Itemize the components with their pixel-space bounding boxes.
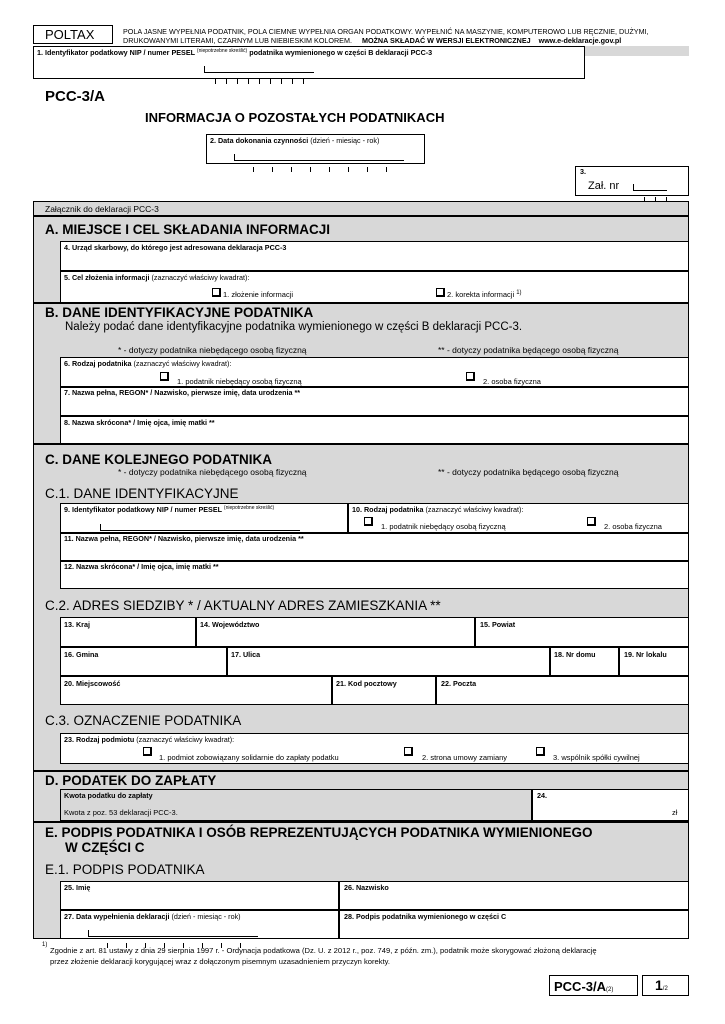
sectionD-label: Kwota podatku do zapłaty <box>64 791 153 800</box>
form-title: INFORMACJA O POZOSTAŁYCH PODATNIKACH <box>145 110 445 125</box>
field24-unit: zł <box>672 808 678 817</box>
field21-label: 21. Kod pocztowy <box>336 679 397 688</box>
field23-option3-checkbox[interactable] <box>536 747 545 756</box>
sectionC-note-right: ** - dotyczy podatnika będącego osobą fizyczną <box>438 467 619 477</box>
field9-label <box>64 506 274 514</box>
sectionB-note-left: * - dotyczy podatnika niebędącego osobą fizyczną <box>118 345 307 355</box>
field3-label: Zał. nr <box>588 180 620 192</box>
field23-option2-label: 2. strona umowy zamiany <box>422 753 508 762</box>
c3-title: C.3. OZNACZENIE PODATNIKA <box>45 713 242 728</box>
field4-label: 4. Urząd skarbowy, do którego jest adresowana deklaracja PCC-3 <box>64 243 287 252</box>
field1-label-b: podatnika wymienionego w części B deklaracji PCC-3 <box>249 48 433 57</box>
field23-option2-checkbox[interactable] <box>404 747 413 756</box>
field5-option1-checkbox[interactable] <box>212 288 221 297</box>
sectionB-title: B. DANE IDENTYFIKACYJNE PODATNIKA <box>45 305 314 320</box>
footer-code-text: PCC-3/A <box>554 979 607 994</box>
field23-label-text: 23. Rodzaj podmiotu <box>64 735 135 744</box>
field5-option2-checkbox[interactable] <box>436 288 445 297</box>
field6-option1-label: 1. podatnik niebędący osobą fizyczną <box>177 377 302 386</box>
footnote-marker: 1) <box>42 942 48 948</box>
field10-option2-label: 2. osoba fizyczna <box>604 522 662 531</box>
field5-label <box>64 274 249 282</box>
form-code: PCC-3/A <box>45 88 106 105</box>
field5-label-text: 5. Cel złożenia informacji <box>64 273 150 282</box>
sectionD-title: D. PODATEK DO ZAPŁATY <box>45 773 217 788</box>
field23-hint: (zaznaczyć właściwy kwadrat): <box>136 735 235 744</box>
footer-page-total: /2 <box>662 986 668 992</box>
field27-label <box>64 913 241 921</box>
field26-box[interactable] <box>339 881 689 910</box>
sectionE-title-line1: E. PODPIS PODATNIKA I OSÓB REPREZENTUJĄCYCH PODATNIKA WYMIENIONEGO <box>45 825 593 840</box>
field24-box[interactable] <box>532 789 689 821</box>
field9-digit-guide <box>100 524 300 531</box>
field25-box[interactable] <box>60 881 339 910</box>
field3-digit-guide <box>633 184 667 191</box>
field8-label: 8. Nazwa skrócona* / Imię ojca, imię matki ** <box>64 418 215 427</box>
field5-hint: (zaznaczyć właściwy kwadrat): <box>151 273 250 282</box>
field6-label-text: 6. Rodzaj podatnika <box>64 359 132 368</box>
sectionC-title: C. DANE KOLEJNEGO PODATNIKA <box>45 452 273 467</box>
sectionB-instruction: Należy podać dane identyfikacyjne podatnika wymienionego w części B deklaracji PCC-3. <box>65 321 523 333</box>
field1-digit-guide <box>204 66 314 73</box>
field23-option3-label: 3. wspólnik spółki cywilnej <box>553 753 640 762</box>
field1-label <box>37 49 432 57</box>
field17-box[interactable] <box>227 647 550 676</box>
footer-version: (2) <box>606 987 614 993</box>
field20-label: 20. Miejscowość <box>64 679 121 688</box>
field23-option1-checkbox[interactable] <box>143 747 152 756</box>
field26-label: 26. Nazwisko <box>344 883 389 892</box>
field6-label <box>64 360 231 368</box>
sectionD-sublabel: Kwota z poz. 53 deklaracji PCC-3. <box>64 808 178 817</box>
header-instructions-2 <box>123 36 621 45</box>
field23-label <box>64 736 234 744</box>
c2-title: C.2. ADRES SIEDZIBY * / AKTUALNY ADRES ZAMIESZKANIA ** <box>45 598 441 613</box>
field10-label-text: 10. Rodzaj podatnika <box>352 505 424 514</box>
header-instructions-1: POLA JASNE WYPEŁNIA PODATNIK, POLA CIEMNE WYPEŁNIA ORGAN PODATKOWY. WYPEŁNIĆ NA MASZYNIE, KOMPUTEROWO LUB RĘCZNIE, DUŻYMI, <box>123 27 649 36</box>
field28-label: 28. Podpis podatnika wymienionego w części C <box>344 912 507 921</box>
field6-option2-checkbox[interactable] <box>466 372 475 381</box>
field10-label <box>352 506 523 514</box>
field1-label-a: 1. Identyfikator podatkowy NIP / numer PESEL <box>37 48 195 57</box>
field10-hint: (zaznaczyć właściwy kwadrat): <box>425 505 524 514</box>
field25-label: 25. Imię <box>64 883 91 892</box>
field5-option2-text: 2. korekta informacji <box>447 290 515 299</box>
field5-option2-label <box>447 290 522 299</box>
footer-form-code <box>554 978 613 996</box>
field22-label: 22. Poczta <box>441 679 477 688</box>
sectionB-note-right: ** - dotyczy podatnika będącego osobą fizyczną <box>438 345 619 355</box>
c1-title: C.1. DANE IDENTYFIKACYJNE <box>45 486 239 501</box>
field13-label: 13. Kraj <box>64 620 90 629</box>
field16-label: 16. Gmina <box>64 650 99 659</box>
field5-option2-footnote: 1) <box>516 290 522 296</box>
field2-hint: (dzień - miesiąc - rok) <box>310 136 380 145</box>
field6-option1-checkbox[interactable] <box>160 372 169 381</box>
header-url: www.e-deklaracje.gov.pl <box>538 36 622 45</box>
field27-label-text: 27. Data wypełnienia deklaracji <box>64 912 170 921</box>
attachment-note: Załącznik do deklaracji PCC-3 <box>45 204 159 214</box>
field7-label: 7. Nazwa pełna, REGON* / Nazwisko, pierwsze imię, data urodzenia ** <box>64 388 301 397</box>
sectionA-title: A. MIEJSCE I CEL SKŁADANIA INFORMACJI <box>45 222 331 237</box>
header-electronic-note: MOŻNA SKŁADAĆ W WERSJI ELEKTRONICZNEJ <box>361 36 531 45</box>
field5-option1-label: 1. złożenie informacji <box>223 290 294 299</box>
field11-label: 11. Nazwa pełna, REGON* / Nazwisko, pierwsze imię, data urodzenia ** <box>64 534 304 543</box>
sectionE-title-line2: W CZĘŚCI C <box>65 840 145 855</box>
field6-option2-label: 2. osoba fizyczna <box>483 377 541 386</box>
field24-label: 24. <box>537 791 547 800</box>
field19-label: 19. Nr lokalu <box>624 650 667 659</box>
field12-label: 12. Nazwa skrócona* / Imię ojca, imię matki ** <box>64 562 219 571</box>
field9-label-text: 9. Identyfikator podatkowy NIP / numer PESEL <box>64 505 222 514</box>
field18-label: 18. Nr domu <box>554 650 596 659</box>
field10-option2-checkbox[interactable] <box>587 517 596 526</box>
field1-label-sup: (niepotrzebne skreślić) <box>196 48 248 54</box>
field2-digit-guide <box>234 154 404 161</box>
field2-label-text: 2. Data dokonania czynności <box>210 136 309 145</box>
field23-option1-label: 1. podmiot zobowiązany solidarnie do zapłaty podatku <box>159 753 339 762</box>
field17-label: 17. Ulica <box>231 650 261 659</box>
poltax-logo: POLTAX <box>45 27 95 42</box>
footer-page-current: 1 <box>655 977 663 993</box>
field3-number: 3. <box>580 167 586 176</box>
field2-label <box>210 137 379 145</box>
field10-option1-checkbox[interactable] <box>364 517 373 526</box>
field27-hint: (dzień - miesiąc - rok) <box>171 912 241 921</box>
field27-digit-guide <box>88 930 258 937</box>
field9-sup: (niepotrzebne skreślić) <box>223 505 275 511</box>
field14-label: 14. Województwo <box>200 620 260 629</box>
field10-option1-label: 1. podatnik niebędący osobą fizyczną <box>381 522 506 531</box>
field6-hint: (zaznaczyć właściwy kwadrat): <box>133 359 232 368</box>
header-instructions-2a: DRUKOWANYMI LITERAMI, CZARNYM LUB NIEBIESKIM KOLOREM. <box>123 36 352 45</box>
footnote-line2: przez złożenie deklaracji korygującej wraz z dołączonym pisemnym uzasadnieniem przyczyn korekty. <box>50 957 391 966</box>
footer-page-number <box>655 977 668 995</box>
sectionC-note-left: * - dotyczy podatnika niebędącego osobą fizyczną <box>118 467 307 477</box>
e1-title: E.1. PODPIS PODATNIKA <box>45 862 205 877</box>
footnote-line1: Zgodnie z art. 81 ustawy z dnia 29 sierpnia 1997 r. - Ordynacja podatkowa (Dz. U. z 2012 r., poz. 749, z późn. zm.), podatnik może skorygować złożoną deklarację <box>50 946 597 955</box>
field15-label: 15. Powiat <box>480 620 516 629</box>
